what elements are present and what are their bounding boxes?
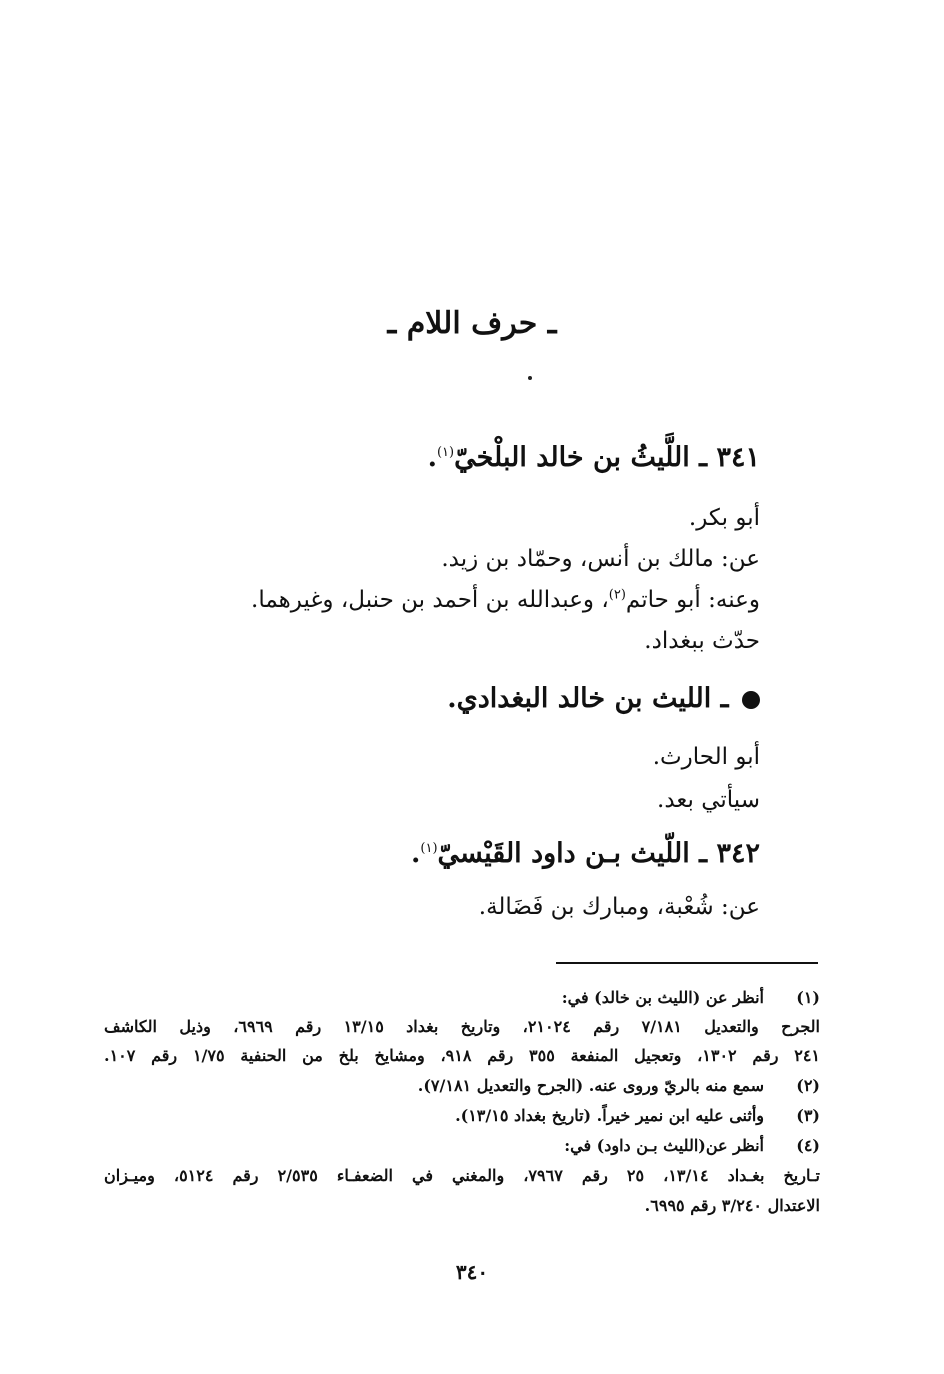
cross-ref-note: سيأتي بعد.	[657, 787, 760, 813]
footnote-1-number: (١)	[796, 988, 820, 1007]
bullet-icon	[742, 691, 760, 709]
footnote-ref: (٢)	[608, 587, 626, 603]
students-text-b: ، وعبدالله بن أحمد بن حنبل، وغيرهما.	[251, 587, 609, 613]
footnote-4-number: (٤)	[796, 1136, 820, 1155]
footnote-4-heading: أنظر عن(الليث بـن داود) في:	[564, 1136, 764, 1155]
footnote-2-number: (٢)	[796, 1076, 820, 1095]
footnote-separator	[556, 962, 818, 964]
footnote-4-line-2: تـاريخ بغـداد ١٣/١٤، ٢٥ رقم ٧٩٦٧، والمغني في الضعفـاء ٢/٥٣٥ رقم ٥١٢٤، وميـزان	[104, 1166, 820, 1185]
entry-number: ٣٤٢	[716, 838, 760, 869]
footnote-4-line-3: الاعتدال ٣/٢٤٠ رقم ٦٩٩٥.	[644, 1196, 820, 1215]
entry-341-kunya: أبو بكر.	[688, 505, 760, 531]
cross-ref-kunya: أبو الحارث.	[652, 744, 760, 770]
page-number: ٣٤٠	[455, 1260, 489, 1284]
entry-name: ـ اللّيث بـن داود القَيْسيّ	[437, 838, 708, 869]
ornament-dot	[528, 376, 532, 380]
cross-ref-heading	[447, 683, 760, 714]
entry-number: ٣٤١	[716, 442, 760, 473]
footnote-1-line-3: ٢٤١ رقم ١٣٠٢، وتعجيل المنفعة ٣٥٥ رقم ٩١٨، ومشايخ بلخ من الحنفية ١/٧٥ رقم ١٠٧.	[104, 1046, 820, 1065]
students-text-a: وعنه: أبو حاتم	[625, 587, 760, 613]
entry-341-students	[251, 587, 760, 613]
entry-341-teachers: عن: مالك بن أنس، وحمّاد بن زيد.	[441, 546, 760, 572]
entry-end: .	[427, 442, 437, 473]
footnote-1-line-2: الجرح والتعديل ٧/١٨١ رقم ٢١٠٢٤، وتاريخ بغداد ١٣/١٥ رقم ٦٩٦٩، وذيل الكاشف	[104, 1017, 820, 1036]
entry-name: ـ اللَّيثُ بن خالد البلْخيّ	[454, 442, 708, 473]
footnote-2-text: سمع منه بالريّ وروى عنه. (الجرح والتعديل ٧/١٨١).	[417, 1076, 764, 1095]
footnote-ref: (١)	[420, 841, 438, 856]
entry-341-place: حدّث ببغداد.	[644, 628, 760, 654]
footnote-ref: (١)	[436, 445, 455, 460]
entry-342-heading	[411, 838, 760, 869]
footnote-1-heading: أنظر عن (الليث بن خالد) في:	[561, 988, 764, 1007]
entry-341-heading	[428, 442, 760, 473]
footnote-3-number: (٣)	[796, 1106, 820, 1125]
footnote-3-text: وأثنى عليه ابن نمير خيراً. (تاريخ بغداد ١٣/١٥).	[455, 1106, 764, 1125]
entry-end: .	[411, 838, 421, 869]
entry-342-teachers: عن: شُعْبة، ومبارك بن فَضَالة.	[478, 894, 760, 920]
cross-ref-name: ـ الليث بن خالد البغدادي.	[447, 683, 729, 714]
chapter-title: ـ حرف اللام ـ	[387, 306, 557, 341]
